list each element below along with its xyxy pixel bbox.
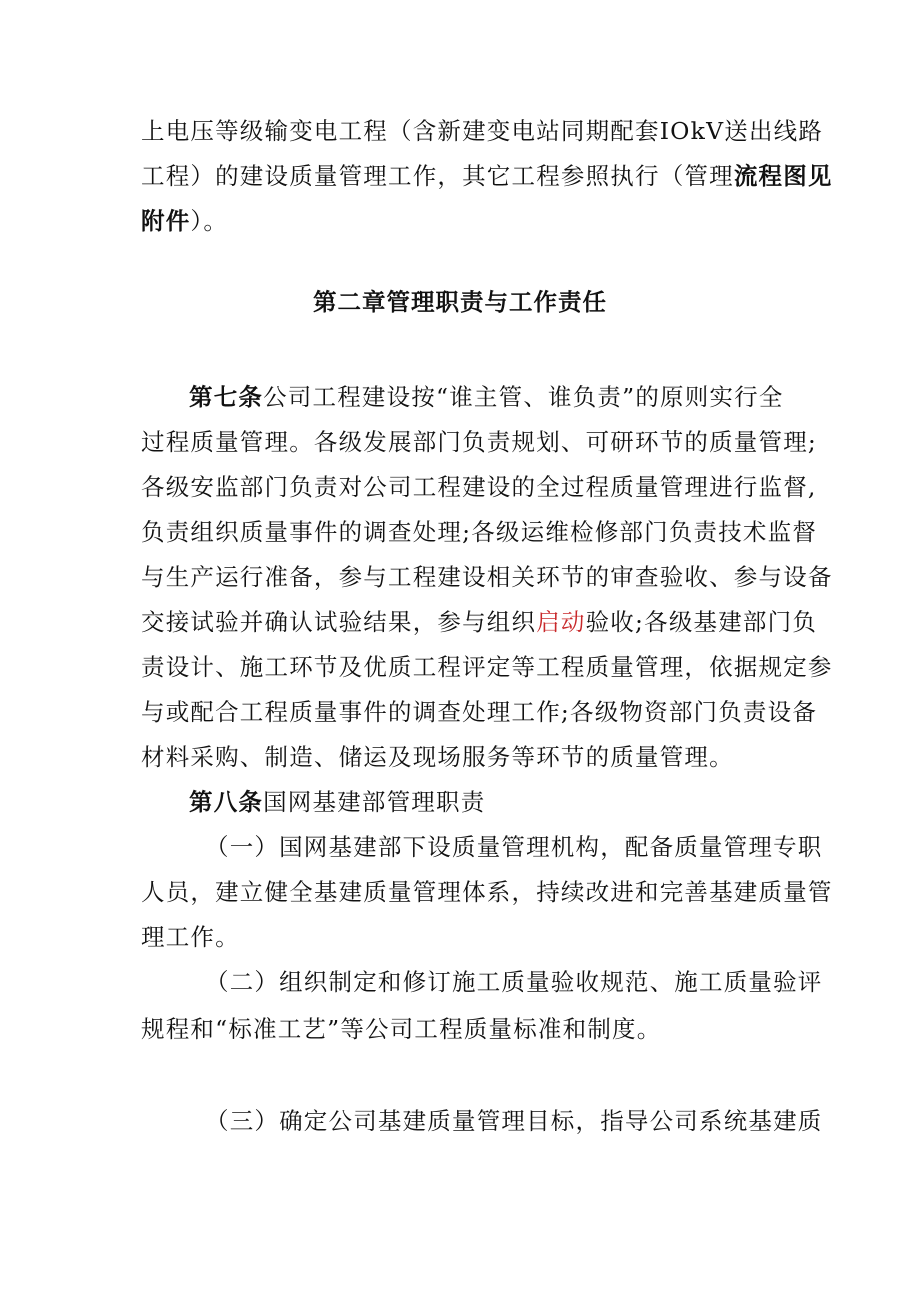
article-7-text-1: 公司工程建设按“谁主管、谁负责”的原则实行全 xyxy=(263,383,784,411)
article-7-heading: 第七条 xyxy=(189,383,264,411)
article-7-line-3: 各级安监部门负责对公司工程建设的全过程质量管理进行监督, xyxy=(141,473,817,501)
article-7-line-4: 负责组织质量事件的调查处理;各级运维检修部门负责技术监督 xyxy=(141,518,818,546)
article-7-line-6 xyxy=(141,607,817,637)
item-1-line-3: 理工作。 xyxy=(141,923,240,951)
item-2-line-1: （二）组织制定和修订施工质量验收规范、施工质量验评 xyxy=(205,968,823,996)
article-7-line-5: 与生产运行准备，参与工程建设相关环节的审查验收、参与设备 xyxy=(141,563,833,591)
chapter-title: 第二章管理职责与工作责任 xyxy=(313,288,607,316)
intro-line-2 xyxy=(141,161,833,191)
article-7-line-7: 责设计、施工环节及优质工程评定等工程质量管理，依据规定参 xyxy=(141,653,833,681)
article-8-heading: 第八条 xyxy=(189,788,264,816)
intro-line-1: 上电压等级输变电工程（含新建变电站同期配套IOkV送出线路 xyxy=(141,117,824,145)
intro-line-2-bold: 流程图见 xyxy=(733,162,833,190)
article-7-highlight: 启动 xyxy=(536,608,586,636)
intro-line-3-bold: 附件 xyxy=(141,207,191,235)
intro-line-2-text: 工程）的建设质量管理工作，其它工程参照执行（管理 xyxy=(141,162,734,190)
item-1-line-1: （一）国网基建部下设质量管理机构，配备质量管理专职 xyxy=(205,833,823,861)
item-2-line-2: 规程和“标准工艺”等公司工程质量标准和制度。 xyxy=(141,1015,662,1043)
article-7-line-6-a: 交接试验并确认试验结果，参与组织 xyxy=(141,608,537,636)
intro-line-3-text: ）。 xyxy=(190,207,229,235)
intro-line-3 xyxy=(141,206,228,236)
article-8-line xyxy=(189,787,485,817)
article-7-line-8: 与或配合工程质量事件的调查处理工作;各级物资部门负责设备 xyxy=(141,698,818,726)
article-7-line-2: 过程质量管理。各级发展部门负责规划、可研环节的质量管理; xyxy=(141,428,818,456)
article-7-line-6-b: 验收;各级基建部门负 xyxy=(585,608,818,636)
article-8-title: 国网基建部管理职责 xyxy=(263,788,486,816)
item-3-line-1: （三）确定公司基建质量管理目标，指导公司系统基建质 xyxy=(205,1107,823,1135)
article-7-line-9: 材料采购、制造、储运及现场服务等环节的质量管理。 xyxy=(141,743,734,771)
article-7-line-1 xyxy=(189,382,784,412)
item-1-line-2: 人员，建立健全基建质量管理体系，持续改进和完善基建质量管 xyxy=(141,878,833,906)
